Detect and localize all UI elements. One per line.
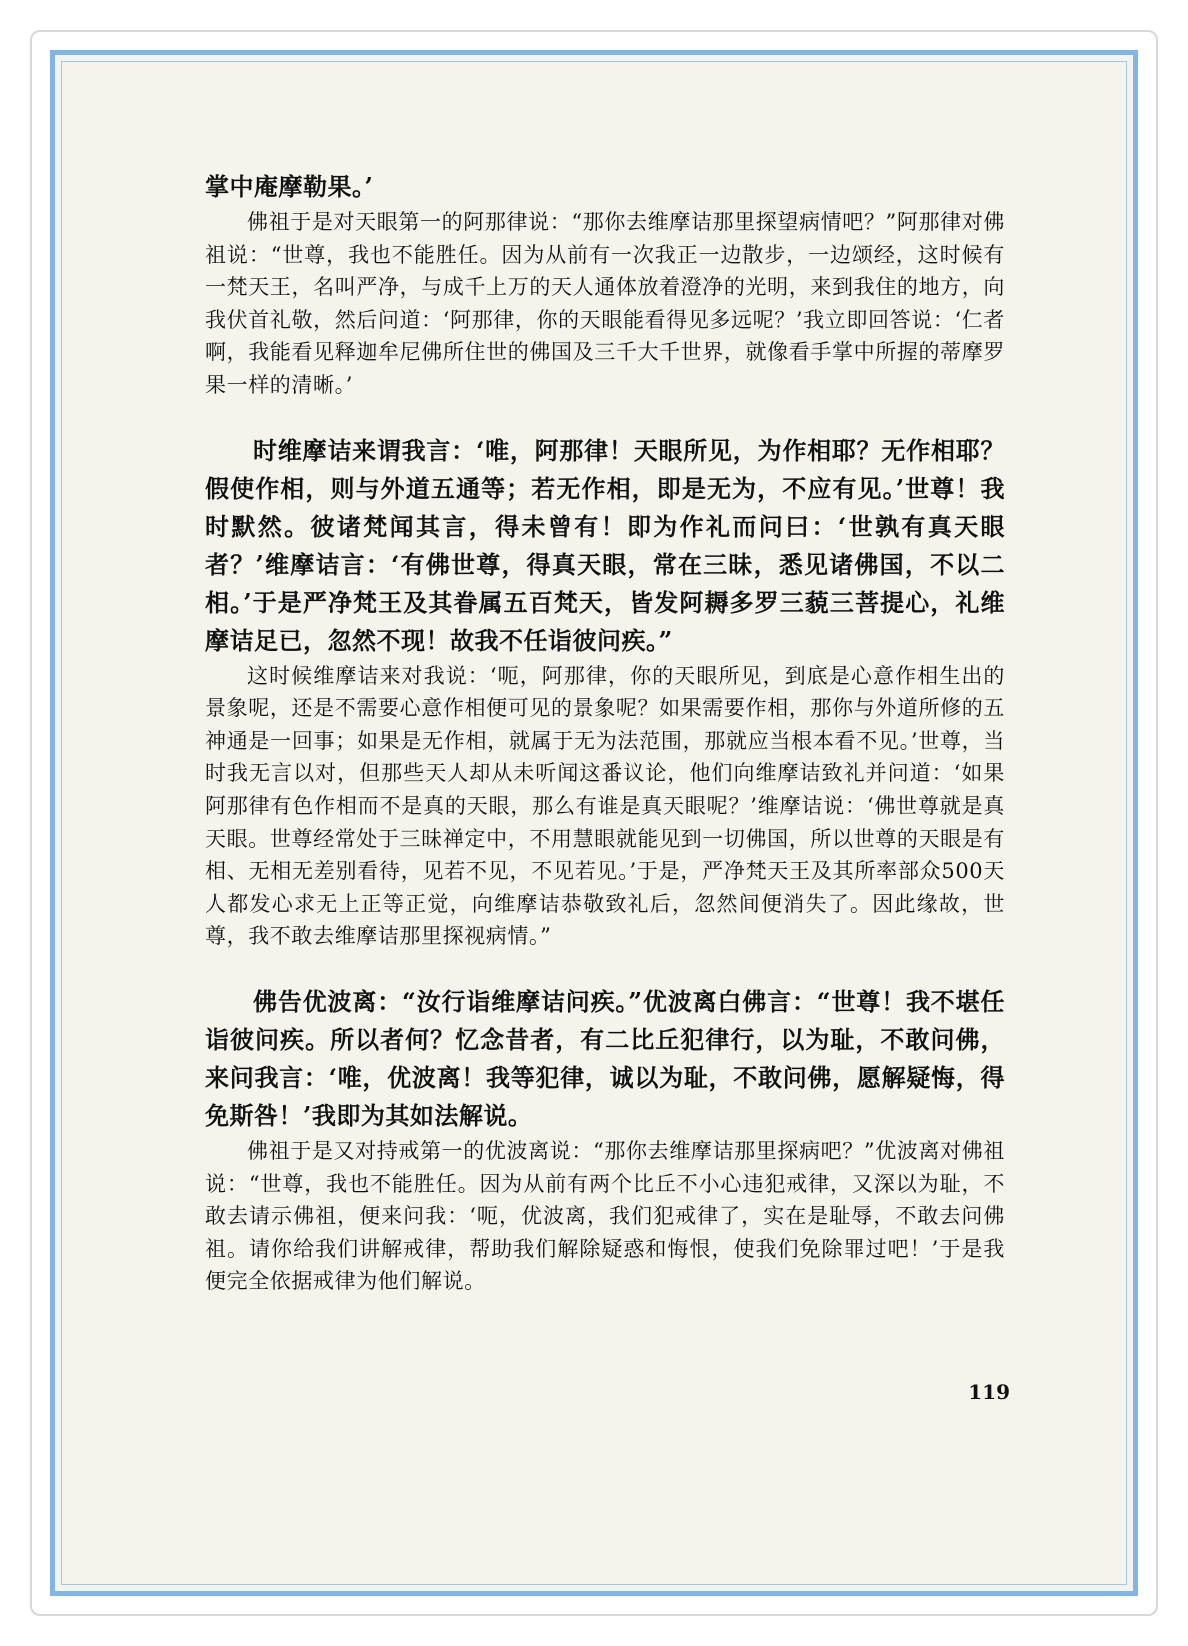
page-number: 119 [968,1380,1010,1404]
translation-paragraph: 这时候维摩诘来对我说：‘呃，阿那律，你的天眼所见，到底是心意作相生出的景象呢，还是不需要心意作相便可见的景象呢？如果需要作相，那你与外道所修的五神通是一回事；如果是无作相，就属于无为法范围，那就应当根本看不见。’世尊，当时我无言以对，但那些天人却从未听闻这番议论，他们向维摩诘致礼并问道：‘如果阿那律有色作相而不是真的天眼，那么有谁是真天眼呢？’维摩诘说：‘佛世尊就是真天眼。世尊经常处于三昧禅定中，不用慧眼就能见到一切佛国，所以世尊的天眼是有相、无相无差别看待，见若不见，不见若见。’于是，严净梵天王及其所率部众500天人都发心求无上正等正觉，向维摩诘恭敬致礼后，忽然间便消失了。因此缘故，世尊，我不敢去维摩诘那里探视病情。” [205,663,1005,949]
translation-paragraph: 佛祖于是对天眼第一的阿那律说：“那你去维摩诘那里探望病情吧？”阿那律对佛祖说：“世尊，我也不能胜任。因为从前有一次我正一边散步，一边颂经，这时候有一梵天王，名叫严净，与成千上万的天人通体放着澄净的光明，来到我住的地方，向我伏首礼敬，然后问道：‘阿那律，你的天眼能看得见多远呢？’我立即回答说：‘仁者啊，我能看见释迦牟尼佛所住世的佛国及三千大千世界，就像看手掌中所握的蒂摩罗果一样的清晰。’ [205,210,1005,397]
original-text-paragraph: 时维摩诘来谓我言：‘唯，阿那律！天眼所见，为作相耶？无作相耶？假使作相，则与外道五通等；若无作相，即是无为，不应有见。’世尊！我时默然。彼诸梵闻其言，得未曾有！即为作礼而问曰：‘世孰有真天眼者？’维摩诘言：‘有佛世尊，得真天眼，常在三昧，悉见诸佛国，不以二相。’于是严净梵王及其眷属五百梵天，皆发阿耨多罗三藐三菩提心，礼维摩诘足已，忽然不现！故我不任诣彼问疾。” [205,435,1005,655]
page-body [205,168,1005,1298]
original-text-paragraph: 佛告优波离：“汝行诣维摩诘问疾。”优波离白佛言：“世尊！我不堪任诣彼问疾。所以者何？忆念昔者，有二比丘犯律行，以为耻，不敢问佛，来问我言：‘唯，优波离！我等犯律，诚以为耻，不敢问佛，愿解疑悔，得免斯咎！’我即为其如法解说。 [205,986,1005,1130]
original-text-paragraph: 掌中庵摩勒果。’ [205,172,374,201]
translation-paragraph: 佛祖于是又对持戒第一的优波离说：“那你去维摩诘那里探病吧？”优波离对佛祖说：“世尊，我也不能胜任。因为从前有两个比丘不小心违犯戒律，又深以为耻，不敢去请示佛祖，便来问我：‘呃，优波离，我们犯戒律了，实在是耻辱，不敢去问佛祖。请你给我们讲解戒律，帮助我们解除疑惑和悔恨，使我们免除罪过吧！’于是我便完全依据戒律为他们解说。 [205,1138,1005,1294]
